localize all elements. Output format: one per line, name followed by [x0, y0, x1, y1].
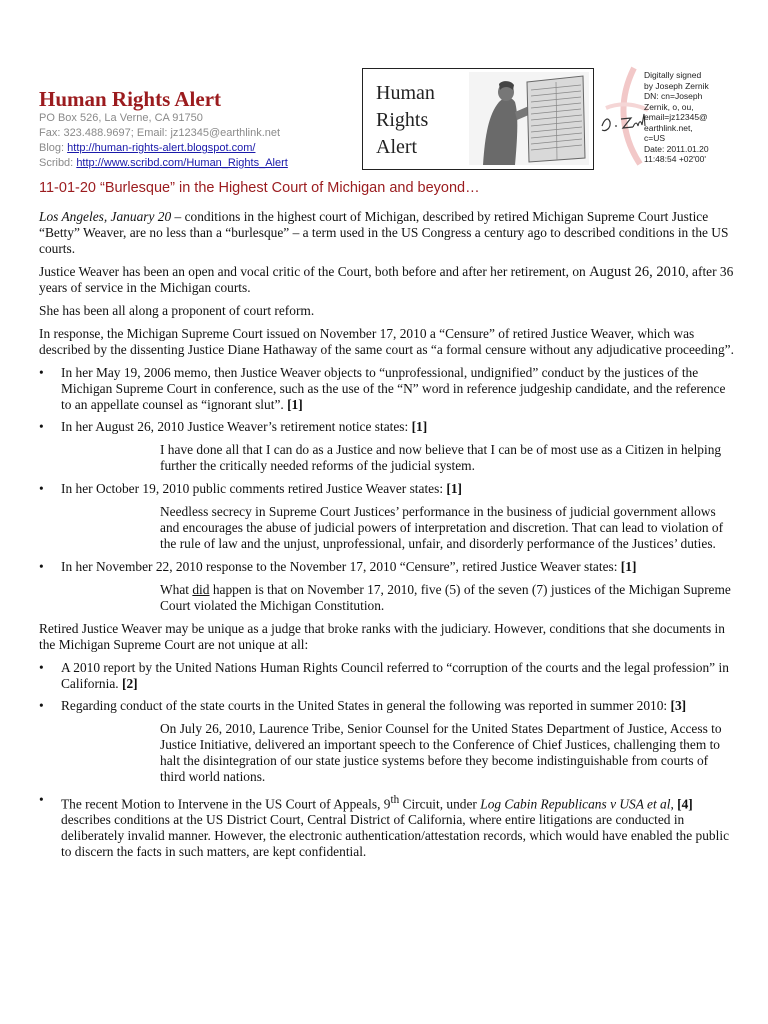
- paragraph: Retired Justice Weaver may be unique as a judge that broke ranks with the judiciary. However, conditions that she documents in the Michigan Supreme Court are not unique at all:: [39, 621, 725, 652]
- list-item-text: In her November 22, 2010 response to the November 17, 2010 “Censure”, retired Justice Weaver states:: [61, 559, 621, 574]
- list-item-text: In her October 19, 2010 public comments retired Justice Weaver states:: [61, 481, 447, 496]
- scribd-label: Scribd:: [39, 157, 74, 169]
- list-item-text: Circuit, under: [399, 796, 481, 812]
- bullet-icon: •: [39, 419, 44, 434]
- bullet-icon: •: [39, 698, 44, 713]
- case-name: Log Cabin Republicans v USA et al: [480, 796, 671, 812]
- list-item: [39, 481, 734, 497]
- sig-line: 11:48:54 +02'00': [644, 154, 706, 164]
- logo-line-alert: Alert: [376, 136, 418, 158]
- sig-line: c=US: [644, 133, 666, 143]
- blog-label: Blog:: [39, 142, 65, 154]
- paragraph: She has been all along a proponent of court reform.: [39, 303, 315, 318]
- bullet-list: [39, 792, 734, 860]
- paragraph-text: Justice Weaver has been an open and vocal critic of the Court, both before and after her retirement, on: [39, 264, 590, 279]
- scribd-link[interactable]: http://www.scribd.com/Human_Rights_Alert: [76, 157, 288, 169]
- list-item: [39, 698, 734, 714]
- paragraph: [39, 209, 734, 257]
- sig-line: Digitally signed: [644, 70, 702, 80]
- sig-line: DN: cn=Joseph: [644, 91, 703, 101]
- logo-photo-icon: [469, 72, 589, 165]
- signature-details: [644, 70, 709, 165]
- list-item-text: In her May 19, 2006 memo, then Justice Weaver objects to “unprofessional, undignified” conduct by the justices of the Michigan Supreme Court in conference, such as the use of the “N” word in reference judgeship candidate, and the reference to an appellate counsel as “ignorant slut”.: [61, 365, 726, 412]
- reference-marker: [2]: [121, 676, 138, 691]
- paragraph-text: – conditions in the highest court of Michigan, described by retired Michigan Supreme Court Justice “Betty” Weaver, are no less than a “burlesque” – a term used in the US Congress a century ago to described conditions in the US courts.: [39, 209, 729, 256]
- sig-line: by Joseph Zernik: [644, 80, 709, 91]
- dateline: Los Angeles, January 20: [39, 209, 172, 224]
- bullet-icon: •: [39, 365, 44, 380]
- block-quote: [39, 582, 734, 614]
- list-item-text: The recent Motion to Intervene in the US Court of Appeals, 9: [61, 796, 391, 812]
- blog-link[interactable]: http://human-rights-alert.blogspot.com/: [67, 142, 256, 154]
- sig-line: earthlink.net,: [644, 122, 693, 133]
- list-item-text: Regarding conduct of the state courts in the United States in general the following was reported in summer 2010:: [61, 698, 671, 713]
- scribd-line: [39, 156, 288, 171]
- list-item-text: In her August 26, 2010 Justice Weaver’s retirement notice states:: [61, 419, 412, 434]
- quote-text: happen is that on November 17, 2010, five (5) of the seven (7) justices of the Michigan Supreme Court violated the Michigan Constitution.: [160, 582, 731, 613]
- list-item-text: A 2010 report by the United Nations Human Rights Council referred to “corruption of the courts and the legal profession” in California.: [61, 660, 729, 691]
- bullet-list: [39, 481, 734, 497]
- fax-email-line: Fax: 323.488.9697; Email: jz12345@earthlink.net: [39, 127, 281, 139]
- list-item: [39, 365, 734, 413]
- underlined-word: did: [192, 582, 210, 597]
- bullet-icon: •: [39, 660, 44, 675]
- quote-text: What: [160, 582, 193, 597]
- address-line: PO Box 526, La Verne, CA 91750: [39, 112, 203, 124]
- logo-line-rights: Rights: [376, 109, 429, 131]
- block-quote: Needless secrecy in Supreme Court Justices’ performance in the business of judicial government allows and encourages the abuse of judicial powers of interpretation and discretion. That can lead to violation of the rule of law and the unjust, unprofessional, unfair, and disorderly performance of the Justices’ duties.: [160, 504, 724, 551]
- bullet-icon: •: [39, 559, 44, 574]
- list-item: [39, 660, 734, 692]
- digital-signature: [596, 64, 768, 169]
- block-quote: I have done all that I can do as a Justice and now believe that I can be of most use as a Citizen in helping further the critically needed reforms of the judicial system.: [160, 442, 722, 473]
- paragraph: [39, 264, 734, 296]
- blog-line: [39, 141, 288, 156]
- document-body: [39, 209, 734, 867]
- paragraph: In response, the Michigan Supreme Court issued on November 17, 2010 a “Censure” of retired Justice Weaver, which was described by the dissenting Justice Diane Hathaway of the same court as “a formal censure without any adjudicative proceeding”.: [39, 326, 734, 357]
- bullet-list: [39, 559, 734, 575]
- list-item: [39, 419, 734, 435]
- bullet-icon: •: [39, 792, 44, 807]
- logo-text: [376, 80, 435, 161]
- list-item: [39, 559, 734, 575]
- block-quote: On July 26, 2010, Laurence Tribe, Senior Counsel for the United States Department of Justice, Access to Justice Initiative, delivered an important speech to the Conference of Chief Justices, challenging them to halt the disintegration of our state justice systems before they become indistinguishable from courts of third world nations.: [160, 721, 722, 784]
- reference-marker: [1]: [287, 397, 303, 412]
- reference-marker: [4]: [677, 796, 693, 812]
- bullet-list: [39, 365, 734, 435]
- logo-line-human: Human: [376, 82, 435, 104]
- document-title: 11-01-20 “Burlesque” in the Highest Court of Michigan and beyond…: [39, 180, 480, 196]
- reference-marker: [1]: [446, 481, 463, 496]
- org-title: Human Rights Alert: [39, 87, 222, 111]
- logo-box: [362, 68, 594, 170]
- reference-marker: [1]: [411, 419, 428, 434]
- bullet-list: [39, 660, 734, 714]
- superscript: th: [390, 794, 400, 806]
- list-item: [39, 792, 734, 860]
- contact-block: [39, 111, 288, 171]
- reference-marker: [3]: [670, 698, 687, 713]
- retirement-date: August 26, 2010: [589, 264, 686, 280]
- sig-line: Date: 2011.01.20: [644, 143, 709, 154]
- reference-marker: [1]: [620, 559, 637, 574]
- list-item-text: describes conditions at the US District Court, Central District of California, where entire litigations are conducted in deliberately invalid manner. However, the electronic authentication/attestation records, which would have enabled the public to discern the facts in such matters, are kept confidential.: [61, 812, 730, 860]
- paragraph-text: , after 36 years of service in the Michigan courts.: [39, 264, 734, 295]
- list-item-text: ,: [670, 796, 678, 812]
- bullet-icon: •: [39, 481, 44, 496]
- sig-line: Zernik, o, ou,: [644, 101, 694, 112]
- sig-line: email=jz12345@: [644, 112, 708, 122]
